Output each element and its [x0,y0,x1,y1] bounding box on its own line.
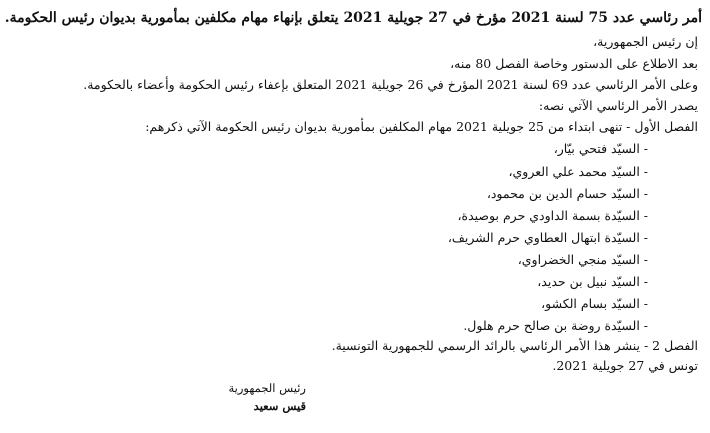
name-list-item: - السيّد نبيل بن حديد، [537,274,648,289]
place-date: تونس في 27 جويلية 2021. [552,358,698,373]
name-list-item: - السيّد بسام الكشو، [541,296,648,311]
preamble-line: وعلى الأمر الرئاسي عدد 69 لسنة 2021 المؤرخ في 26 جويلية 2021 المتعلق بإعفاء رئيس الحكومة وأعضاء بالحكومة. [83,77,698,92]
name-list-item: - السيّدة بسمة الداودي حرم بوصيدة، [457,208,648,223]
name-list-item: - السيّد محمد علي العروي، [508,164,648,179]
article-1: الفصل الأول - تنهى ابتداء من 25 جويلية 2021 مهام المكلفين بمأمورية بديوان رئيس الحكومة الآتي ذكرهم: [145,119,698,134]
name-list-item: - السيّدة ابتهال العطاوي حرم الشريف، [447,230,648,245]
article-2: الفصل 2 - ينشر هذا الأمر الرئاسي بالرائد الرسمي للجمهورية التونسية. [331,338,698,353]
signature-name: قيس سعيد [253,399,306,413]
preamble-line: بعد الاطلاع على الدستور وخاصة الفصل 80 منه، [450,56,698,71]
name-list-item: - السيّد فتحي بيّار، [553,141,648,156]
name-list-item: - السيّد حسام الدين بن محمود، [486,186,648,201]
name-list-item: - السيّدة روضة بن صالح حرم هلول. [463,318,648,333]
decree-title: أمر رئاسي عدد 75 لسنة 2021 مؤرخ في 27 جويلية 2021 يتعلق بإنهاء مهام مكلفين بمأمورية بديوان رئيس الحكومة. [4,10,702,26]
name-list-item: - السيّد منجي الخضراوي، [517,252,648,267]
preamble-line: يصدر الأمر الرئاسي الآتي نصه: [538,98,698,113]
signature-title: رئيس الجمهورية [228,381,306,395]
preamble-line: إن رئيس الجمهورية، [593,34,698,49]
